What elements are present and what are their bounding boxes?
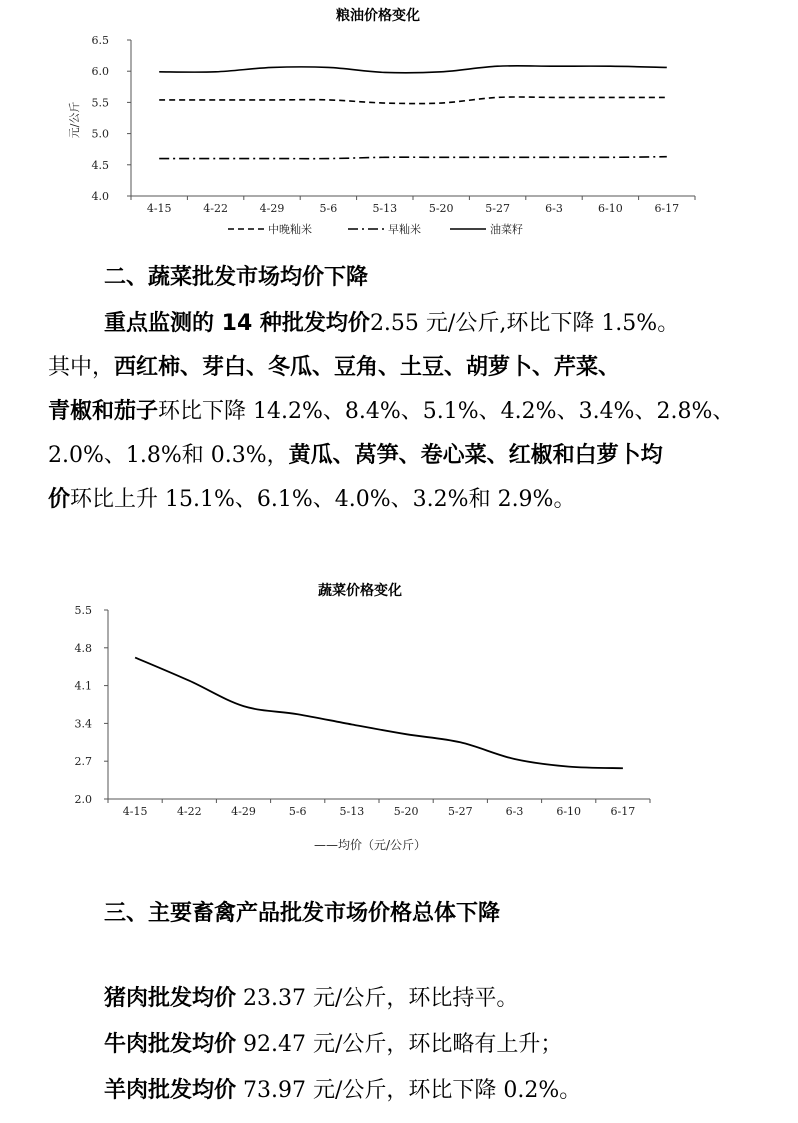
bold-phrase: 猪肉批发均价: [104, 986, 237, 1011]
grain-oil-chart: [0, 0, 798, 245]
para-line-5: [48, 478, 734, 522]
y-tick-label: 2.0: [74, 793, 92, 806]
pork-line: [104, 976, 581, 1022]
x-tick-label: 4-22: [176, 805, 202, 818]
x-tick-label: 5-27: [485, 202, 510, 215]
x-tick-label: 4-15: [122, 805, 148, 818]
x-tick-label: 6-3: [545, 202, 563, 215]
text-phrase: 2.0%、1.8%和 0.3%，: [48, 443, 289, 468]
y-tick-label: 4.1: [74, 679, 92, 693]
section3-heading: 三、主要畜禽产品批发市场价格总体下降: [104, 901, 501, 926]
series-line-1: [135, 658, 623, 769]
chart1-title: 粮油价格变化: [336, 8, 420, 24]
bold-phrase: 青椒和茄子: [48, 399, 159, 424]
x-tick-label: 5-20: [393, 805, 419, 818]
y-tick-label: 3.4: [74, 717, 92, 731]
y-tick-label: 6.5: [91, 34, 109, 47]
text-phrase: 环比上升 15.1%、6.1%、4.0%、3.2%和 2.9%。: [70, 487, 576, 512]
text-phrase: 2.55 元/公斤,环比下降 1.5%。: [369, 311, 680, 336]
x-tick-label: 5-13: [339, 805, 365, 818]
x-tick-label: 6-17: [654, 202, 680, 215]
x-tick-label: 6-10: [598, 202, 623, 215]
mutton-line: [104, 1068, 581, 1114]
bold-phrase: 羊肉批发均价: [104, 1078, 237, 1103]
bold-phrase: 黄瓜、莴笋、卷心菜、红椒和白萝卜均: [288, 443, 663, 468]
bold-phrase: 牛肉批发均价: [104, 1032, 237, 1057]
x-tick-label: 5-27: [447, 805, 473, 818]
para-line-2: [48, 346, 734, 390]
x-tick-label: 5-6: [288, 805, 307, 818]
section3-paragraph: [104, 976, 581, 1114]
series-line-3: [159, 66, 667, 73]
y-tick-label: 2.7: [74, 755, 92, 769]
x-tick-label: 4-15: [146, 202, 172, 215]
x-tick-label: 4-29: [231, 805, 256, 818]
chart2-title: 蔬菜价格变化: [318, 583, 402, 599]
para-line-3: [48, 390, 734, 434]
x-tick-label: 6-10: [556, 805, 582, 818]
y-tick-label: 6.0: [91, 65, 109, 79]
y-tick-label: 4.5: [91, 158, 109, 172]
text-phrase: 23.37 元/公斤，环比持平。: [236, 986, 519, 1011]
y-tick-label: 4.0: [91, 190, 109, 203]
chart1-ylabel: 元/公斤: [68, 101, 81, 139]
text-phrase: 92.47 元/公斤，环比略有上升；: [236, 1032, 563, 1057]
x-tick-label: 5-6: [319, 202, 338, 215]
text-phrase: 其中，: [48, 355, 115, 380]
y-tick-label: 5.5: [91, 96, 109, 110]
para-line-1: [48, 302, 734, 346]
y-tick-label: 5.0: [91, 127, 109, 141]
x-tick-label: 6-17: [610, 805, 636, 818]
section2-paragraph: [48, 302, 734, 522]
x-tick-label: 4-22: [203, 202, 228, 215]
text-phrase: 环比下降 14.2%、8.4%、5.1%、4.2%、3.4%、2.8%、: [158, 399, 735, 424]
legend-label-1: 中晚籼米: [268, 223, 312, 236]
chart2-legend-label: ——均价（元/公斤）: [313, 838, 427, 852]
section2-heading: 二、蔬菜批发市场均价下降: [104, 265, 369, 290]
x-tick-label: 6-3: [505, 805, 524, 818]
series-line-2: [159, 157, 667, 159]
vegetable-chart: [0, 565, 798, 865]
legend-label-3: 油菜籽: [490, 223, 523, 236]
x-tick-label: 5-13: [372, 202, 398, 215]
bold-phrase: 西红柿、芽白、冬瓜、豆角、土豆、胡萝卜、芹菜、: [114, 355, 621, 380]
series-line-1: [159, 97, 667, 104]
beef-line: [104, 1022, 581, 1068]
y-tick-label: 5.5: [74, 604, 92, 617]
bold-phrase: 价: [48, 487, 71, 512]
y-tick-label: 4.8: [74, 641, 92, 655]
x-tick-label: 5-20: [428, 202, 454, 215]
bold-phrase: 重点监测的 14 种批发均价: [104, 311, 370, 336]
legend-label-2: 早籼米: [388, 223, 421, 236]
x-tick-label: 4-29: [259, 202, 285, 215]
para-line-4: [48, 434, 734, 478]
text-phrase: 73.97 元/公斤，环比下降 0.2%。: [236, 1078, 582, 1103]
